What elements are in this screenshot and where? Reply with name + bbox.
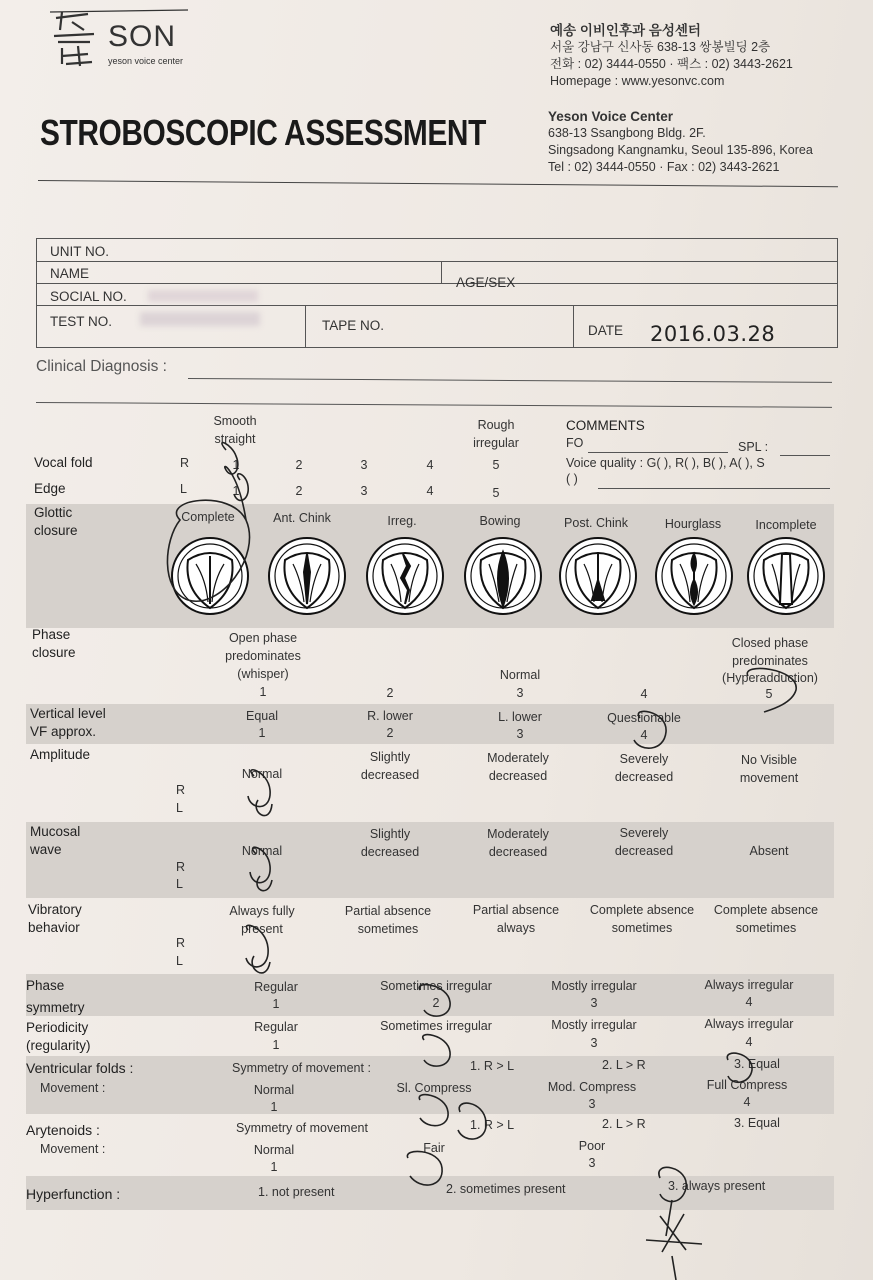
ps-num-2: 2 (432, 996, 440, 1010)
open-phase-1: Open phase (228, 631, 298, 645)
vib-complete-sometimes: Complete absence sometimes (589, 903, 695, 935)
vent-full-compress: Full Compress (706, 1078, 788, 1092)
vocal-fold-label: Vocal fold (34, 455, 93, 470)
phase-normal: Normal (499, 668, 541, 682)
per-num-3: 3 (590, 1036, 598, 1050)
phase-num-3: 3 (516, 686, 524, 700)
age-sex-label: AGE/SEX (456, 275, 516, 290)
aryt-poor: Poor (578, 1139, 606, 1153)
ventricular-label: Ventricular folds : (26, 1060, 134, 1076)
vocal-fold-num-5: 5 (492, 458, 500, 472)
address-line1: 638-13 Ssangbong Bldg. 2F. (548, 126, 706, 140)
address-line2: Singsadong Kangnamku, Seoul 135-896, Korea (548, 143, 813, 157)
aryt-sym-3: 3. Equal (734, 1116, 780, 1130)
test-no-label: TEST NO. (50, 314, 113, 329)
glottic-post-chink: Post. Chink (564, 516, 628, 530)
edge-num-5: 5 (492, 486, 500, 500)
aryt-num-1: 1 (270, 1160, 278, 1174)
phase-closure-label-2: closure (32, 645, 76, 660)
clinical-diagnosis-label: Clinical Diagnosis : (36, 358, 167, 375)
aryt-normal: Normal (253, 1143, 295, 1157)
vib-complete-sometimes-2: Complete absence sometimes (713, 903, 819, 935)
periodicity-label: Periodicity (26, 1020, 89, 1035)
per-num-4: 4 (745, 1035, 753, 1049)
edge-label: Edge (34, 481, 66, 496)
glottic-label: Glottic (34, 505, 73, 520)
glottic-irreg: Irreg. (387, 514, 417, 528)
center-name-english: Yeson Voice Center (548, 109, 674, 124)
edge-num-2: 2 (295, 484, 303, 498)
glottic-complete: Complete (181, 510, 235, 524)
edge-num-3: 3 (360, 484, 368, 498)
ventricular-symmetry: Symmetry of movement : (232, 1061, 371, 1075)
mucosal-label: Mucosal (30, 824, 81, 839)
behavior-label: behavior (28, 920, 80, 935)
vf-approx-label: VF approx. (30, 724, 97, 739)
center-name-korean: 예송 이비인후과 음성센터 (550, 23, 701, 38)
aryt-num-3: 3 (588, 1156, 596, 1170)
voice-quality-label: Voice quality : G( ), R( ), B( ), A( ), S (566, 456, 765, 470)
arytenoids-symmetry: Symmetry of movement (236, 1121, 368, 1135)
closed-phase-3: (Hyperadduction) (722, 671, 818, 685)
edge-num-1: 1 (232, 484, 240, 498)
vent-num-3: 3 (588, 1097, 596, 1111)
ps-sometimes: Sometimes irregular (380, 979, 492, 993)
glottic-incomplete: Incomplete (755, 518, 817, 532)
ventricular-sym-3: 3. Equal (734, 1057, 780, 1071)
phase-symmetry-label: Phase (26, 978, 65, 993)
address-korean: 서울 강남구 신사동 638-13 쌍봉빌딩 2층 (550, 40, 771, 54)
form-title: STROBOSCOPIC ASSESSMENT (40, 112, 486, 153)
vertical-equal: Equal (246, 709, 278, 723)
vent-sl-compress: Sl. Compress (396, 1081, 472, 1095)
vent-normal: Normal (253, 1083, 295, 1097)
vertical-num-4: 4 (640, 728, 648, 742)
vib-r: R (176, 936, 186, 950)
vib-l: L (176, 954, 183, 968)
aryt-sym-1: 1. R > L (470, 1118, 515, 1132)
per-mostly: Mostly irregular (551, 1018, 637, 1032)
vocal-fold-num-3: 3 (360, 458, 368, 472)
vertical-l-lower: L. lower (498, 710, 542, 724)
open-phase-2: predominates (225, 649, 301, 663)
amp-no-visible: No Visible movement (739, 753, 799, 785)
per-regular: Regular (254, 1020, 298, 1034)
social-no-label: SOCIAL NO. (50, 289, 127, 304)
amplitude-label: Amplitude (30, 747, 91, 762)
phone-korean: 전화 : 02) 3444-0550 · 팩스 : 02) 3443-2621 (550, 57, 793, 71)
ventricular-sym-2: 2. L > R (602, 1058, 646, 1072)
vocal-fold-num-2: 2 (295, 458, 303, 472)
vent-mod-compress: Mod. Compress (547, 1080, 637, 1094)
hyper-always: 3. always present (668, 1179, 766, 1193)
phase-num-5: 5 (765, 687, 773, 701)
edge-l: L (180, 482, 187, 496)
voice-quality-paren: ( ) (566, 472, 578, 486)
name-label: NAME (50, 266, 90, 281)
ps-regular: Regular (254, 980, 298, 994)
regularity-label: (regularity) (26, 1038, 91, 1053)
edge-num-4: 4 (426, 484, 434, 498)
aryt-sym-2: 2. L > R (602, 1117, 646, 1131)
spl-label: SPL : (738, 440, 769, 454)
amp-r: R (176, 783, 186, 797)
muc-absent: Absent (749, 844, 789, 858)
ps-num-4: 4 (745, 995, 753, 1009)
phase-closure-label-1: Phase (32, 627, 71, 642)
ventricular-movement-label: Movement : (40, 1081, 106, 1095)
fo-label: FO (566, 436, 584, 450)
phase-num-1: 1 (259, 685, 267, 699)
ps-num-1: 1 (272, 997, 280, 1011)
vib-partial-always: Partial absence always (472, 903, 560, 935)
closure-label: closure (34, 523, 78, 538)
irregular-label: irregular (473, 436, 519, 450)
ventricular-sym-1: 1. R > L (470, 1059, 515, 1073)
vib-always: Always fully present (229, 904, 295, 936)
per-always: Always irregular (704, 1017, 794, 1031)
muc-l: L (176, 877, 183, 891)
phase-num-2: 2 (386, 686, 394, 700)
vibratory-label: Vibratory (28, 902, 82, 917)
hyperfunction-label: Hyperfunction : (26, 1186, 121, 1202)
amp-l: L (176, 801, 183, 815)
vertical-r-lower: R. lower (367, 709, 413, 723)
aryt-fair: Fair (423, 1141, 445, 1155)
vib-partial-sometimes: Partial absence sometimes (344, 904, 432, 936)
muc-moderately: Moderately decreased (487, 827, 549, 859)
smooth-label: Smooth (213, 414, 257, 428)
muc-slightly: Slightly decreased (360, 827, 420, 859)
amp-slightly: Slightly decreased (360, 750, 420, 782)
closed-phase-2: predominates (732, 654, 808, 668)
arytenoids-movement-label: Movement : (40, 1142, 106, 1156)
glottic-bowing: Bowing (479, 514, 521, 528)
vertical-level-label: Vertical level (30, 706, 106, 721)
ps-num-3: 3 (590, 996, 598, 1010)
tape-no-label: TAPE NO. (322, 318, 385, 333)
date-value: 2016.03.28 (650, 322, 776, 346)
vent-num-1: 1 (270, 1100, 278, 1114)
per-num-1: 1 (272, 1038, 280, 1052)
vertical-num-2: 2 (386, 726, 394, 740)
logo-subtitle: yeson voice center (108, 56, 184, 66)
open-phase-3: (whisper) (237, 667, 289, 681)
amp-severely: Severely decreased (614, 752, 674, 784)
ps-always: Always irregular (704, 978, 794, 992)
vocal-fold-num-4: 4 (426, 458, 434, 472)
closed-phase-1: Closed phase (731, 636, 809, 650)
vocal-fold-num-1: 1 (232, 458, 240, 472)
muc-severely: Severely decreased (614, 826, 674, 858)
phase-num-4: 4 (640, 687, 648, 701)
rough-label: Rough (477, 418, 515, 432)
wave-label: wave (30, 842, 62, 857)
amp-moderately: Moderately decreased (487, 751, 549, 783)
vertical-num-1: 1 (258, 726, 266, 740)
logo-text: SON (108, 20, 177, 53)
amp-normal: Normal (241, 767, 283, 781)
hyper-not-present: 1. not present (258, 1185, 335, 1199)
arytenoids-label: Arytenoids : (26, 1122, 100, 1138)
vertical-questionable: Questionable (607, 711, 681, 725)
vent-num-4: 4 (743, 1095, 751, 1109)
muc-r: R (176, 860, 186, 874)
date-label: DATE (588, 323, 624, 338)
unit-no-label: UNIT NO. (50, 244, 110, 259)
homepage: Homepage : www.yesonvc.com (550, 74, 725, 88)
per-sometimes: Sometimes irregular (380, 1019, 492, 1033)
glottic-ant-chink: Ant. Chink (273, 511, 331, 525)
ps-mostly: Mostly irregular (551, 979, 637, 993)
vocal-fold-r: R (180, 456, 190, 470)
straight-label: straight (214, 432, 256, 446)
hyper-sometimes: 2. sometimes present (446, 1182, 566, 1196)
phone-english: Tel : 02) 3444-0550 · Fax : 02) 3443-2621 (548, 160, 780, 174)
glottic-hourglass: Hourglass (664, 517, 722, 531)
comments-label: COMMENTS (566, 418, 645, 433)
symmetry-label: symmetry (26, 1000, 85, 1015)
muc-normal: Normal (241, 844, 283, 858)
vertical-num-3: 3 (516, 727, 524, 741)
